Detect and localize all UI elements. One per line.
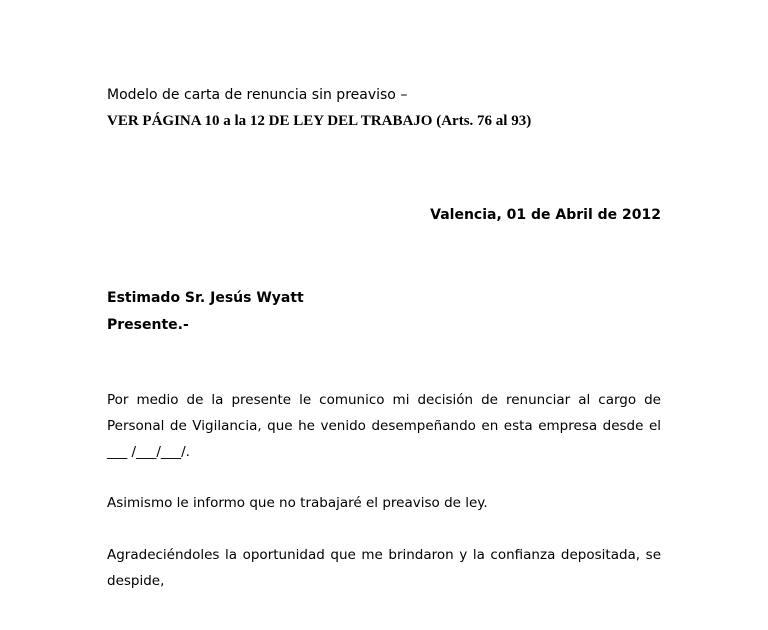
law-reference: VER PÁGINA 10 a la 12 DE LEY DEL TRABAJO (Arts. 76 al 93): [107, 113, 532, 129]
paragraph-line: despide,: [107, 573, 165, 589]
paragraph-line: Agradeciéndoles la oportunidad que me brindaron y la confianza depositada, se: [107, 547, 661, 563]
salutation-block: [107, 285, 304, 339]
letter-title: Modelo de carta de renuncia sin preaviso –: [107, 87, 408, 103]
paragraph-notice: [107, 490, 661, 516]
date-blank-line: ___ /___/___/.: [107, 444, 190, 460]
paragraph-line: Personal de Vigilancia, que he venido desempeñando en esta empresa desde el: [107, 418, 661, 434]
paragraph-line: Asimismo le informo que no trabajaré el preaviso de ley.: [107, 495, 488, 511]
paragraph-closing: [107, 542, 661, 594]
salutation-presente: Presente.-: [107, 317, 189, 333]
paragraph-line: Por medio de la presente le comunico mi decisión de renunciar al cargo de: [107, 392, 661, 408]
salutation-name: Estimado Sr. Jesús Wyatt: [107, 290, 304, 306]
letter-date: Valencia, 01 de Abril de 2012: [430, 207, 661, 223]
paragraph-resignation: [107, 387, 661, 465]
